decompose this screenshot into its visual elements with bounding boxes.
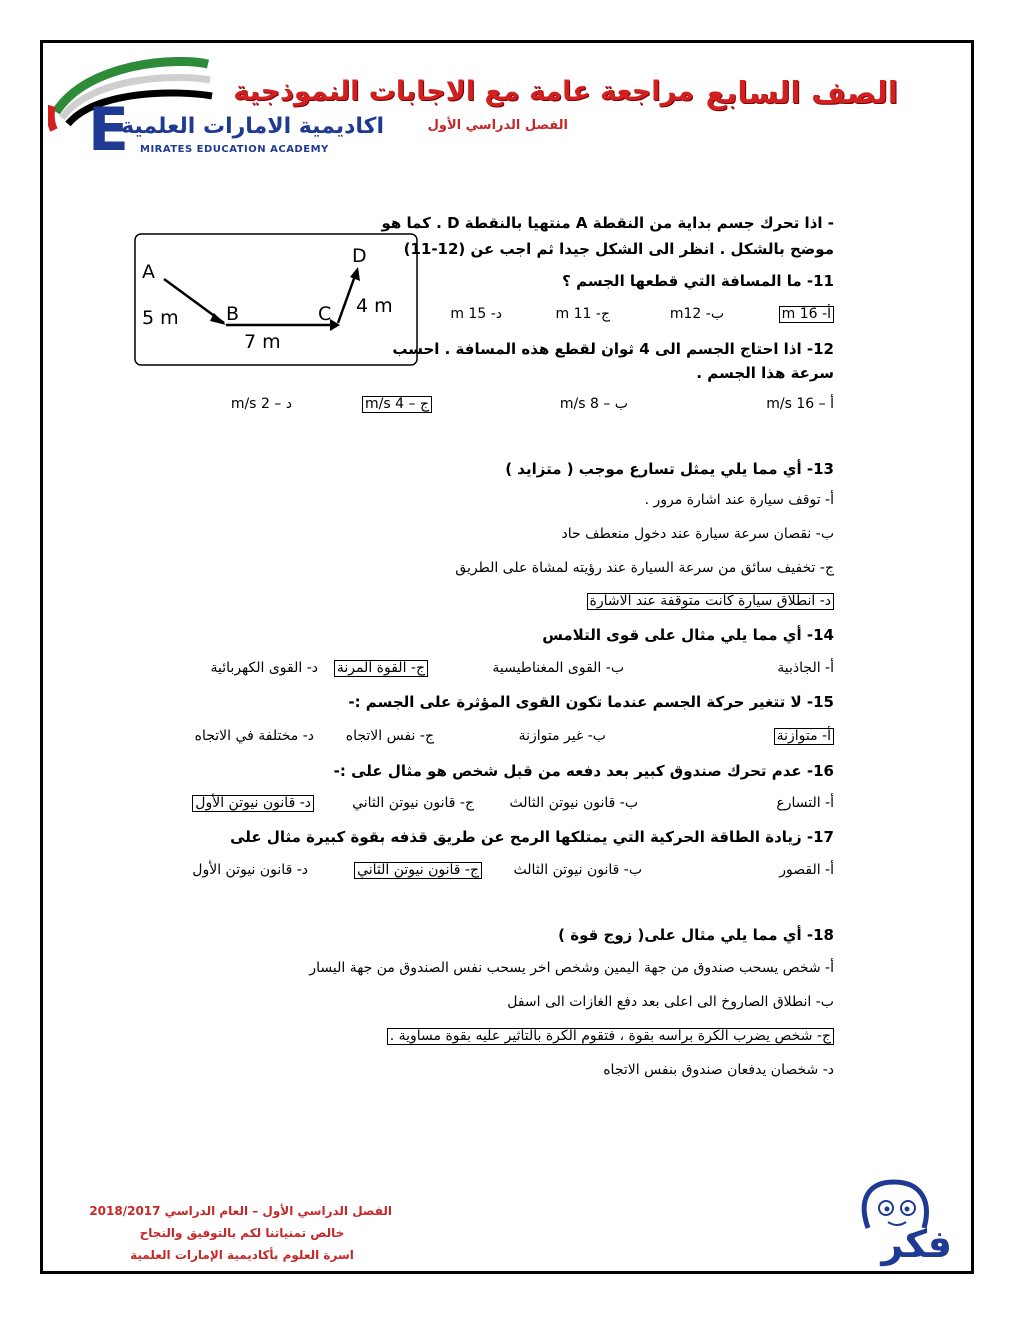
q12-option-a: أ – 16 m/s — [766, 396, 834, 412]
q16-option-d — [192, 795, 314, 812]
q15-text: 15- لا تتغير حركة الجسم عندما تكون القوى المؤثرة على الجسم :- — [348, 693, 834, 711]
correct-answer-box: ج- القوة المرنة — [334, 660, 428, 677]
correct-answer-box: د- انطلاق سيارة كانت متوقفة عند الاشارة — [587, 593, 835, 610]
q17-option-c — [354, 862, 482, 879]
q15-option-b: ب- غير متوازنة — [518, 728, 606, 744]
point-b-label: B — [226, 303, 240, 325]
q17-option-b: ب- قانون نيوتن الثالث — [513, 862, 642, 878]
ab-distance-label: 5 m — [142, 307, 179, 329]
point-d-label: D — [352, 245, 367, 267]
semester-subtitle: الفصل الدراسي الأول — [427, 118, 568, 133]
q18-option-b: ب- انطلاق الصاروخ الى اعلى بعد دفع الغازات الى اسفل — [507, 994, 834, 1010]
correct-answer-box: ج – 4 m/s — [362, 396, 432, 413]
logo-arabic-name: اكاديمية الامارات العلمية — [121, 114, 384, 139]
correct-answer-box: أ- 16 m — [779, 306, 834, 323]
point-a-label: A — [142, 261, 155, 283]
review-title: مراجعة عامة مع الاجابات النموذجية — [233, 76, 694, 107]
q14-text: 14- أي مما يلي مثال على قوى التلامس — [542, 626, 834, 644]
footer-wishes: خالص تمنياتنا لكم بالتوفيق والنجاح — [139, 1226, 345, 1240]
footer-semester: الفصل الدراسي الأول – العام الدراسي 2018/2017 — [89, 1204, 392, 1218]
point-c-label: C — [318, 303, 332, 325]
q13-text: 13- أي مما يلي يمثل تسارع موجب ( متزايد ) — [505, 460, 834, 478]
q16-text: 16- عدم تحرك صندوق كبير بعد دفعه من قبل شخص هو مثال على :- — [333, 762, 834, 780]
motion-diagram — [134, 233, 418, 366]
q14-option-d: د- القوى الكهربائية — [210, 660, 318, 676]
correct-answer-box: ج- شخص يضرب الكرة براسه بقوة ، فتقوم الكرة بالتاثير عليه بقوة مساوية . — [387, 1028, 834, 1045]
logo-letter: E — [88, 95, 129, 165]
q14-option-c — [334, 660, 428, 677]
bc-distance-label: 7 m — [244, 331, 281, 353]
grade-title: الصف السابع — [705, 76, 898, 111]
q15-option-d: د- مختلفة في الاتجاه — [194, 728, 314, 744]
cd-distance-label: 4 m — [356, 295, 393, 317]
q16-option-a: أ- التسارع — [776, 795, 834, 811]
intro-line-1: - اذا تحرك جسم بداية من النقطة A منتهيا بالنقطة D . كما هو — [381, 214, 834, 232]
q16-option-b: ب- قانون نيوتن الثالث — [509, 795, 638, 811]
q13-option-c: ج- تخفيف سائق من سرعة السيارة عند رؤيته لمشاة على الطريق — [455, 560, 834, 576]
q15-option-a — [774, 728, 834, 745]
correct-answer-box: أ- متوازنة — [774, 728, 834, 745]
correct-answer-box: د- قانون نيوتن الأول — [192, 795, 314, 812]
q11-option-c: ج- 11 m — [555, 306, 610, 322]
q13-option-a: أ- توقف سيارة عند اشارة مرور . — [644, 492, 834, 508]
q12-line-2: سرعة هذا الجسم . — [696, 364, 834, 382]
think-word: فكر — [881, 1222, 952, 1266]
q17-text: 17- زيادة الطاقة الحركية التي يمتلكها الرمح عن طريق قذفه بقوة كبيرة مثال على — [230, 828, 834, 846]
think-logo — [828, 1170, 958, 1270]
q16-option-c: ج- قانون نيوتن الثاني — [352, 795, 474, 811]
q11-option-b: ب- m12 — [669, 306, 724, 322]
intro-line-2: موضح بالشكل . انظر الى الشكل جيدا ثم اجب عن (12-11) — [403, 240, 834, 258]
q17-option-a: أ- القصور — [779, 862, 834, 878]
q18-option-d: د- شخصان يدفعان صندوق بنفس الاتجاه — [603, 1062, 834, 1078]
q12-line-1: 12- اذا احتاج الجسم الى 4 ثوان لقطع هذه المسافة . احسب — [392, 340, 834, 358]
q12-option-d: د – 2 m/s — [230, 396, 292, 412]
q12-option-c — [362, 396, 432, 413]
footer-science-family: اسرة العلوم بأكاديمية الإمارات العلمية — [130, 1248, 354, 1262]
q11-option-a — [779, 306, 834, 323]
q18-text: 18- أي مما يلي مثال على( زوج قوة ) — [558, 926, 834, 944]
q17-option-d: د- قانون نيوتن الأول — [192, 862, 308, 878]
correct-answer-box: ج- قانون نيوتن الثاني — [354, 862, 482, 879]
q11-option-d: د- 15 m — [450, 306, 502, 322]
academy-logo — [48, 52, 388, 165]
q11-text: 11- ما المسافة التي قطعها الجسم ؟ — [562, 272, 834, 290]
q13-option-d — [587, 593, 835, 610]
q12-option-b: ب – 8 m/s — [559, 396, 628, 412]
q15-option-c: ج- نفس الاتجاه — [345, 728, 434, 744]
q18-option-a: أ- شخص يسحب صندوق من جهة اليمين وشخص اخر يسحب نفس الصندوق من جهة اليسار — [309, 960, 834, 976]
q14-option-a: أ- الجاذبية — [777, 660, 834, 676]
q14-option-b: ب- القوى المغناطيسية — [492, 660, 624, 676]
q13-option-b: ب- نقصان سرعة سيارة عند دخول منعطف حاد — [561, 526, 834, 542]
q18-option-c — [387, 1028, 834, 1045]
logo-english-name: MIRATES EDUCATION ACADEMY — [140, 144, 329, 155]
path-cd — [338, 273, 356, 323]
